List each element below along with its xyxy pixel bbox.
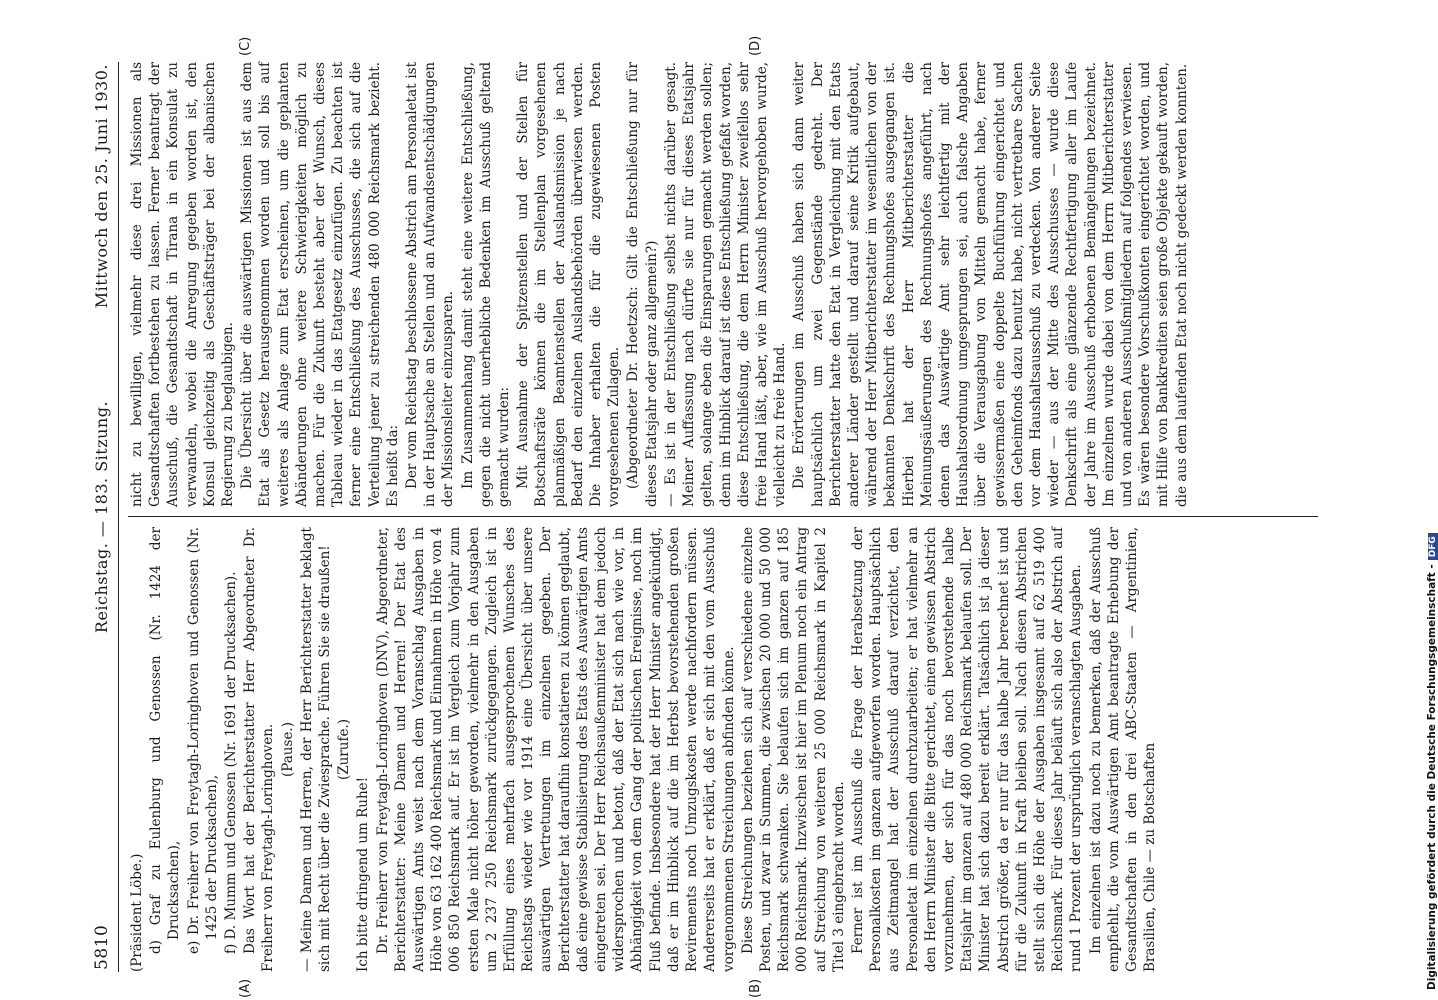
digitization-credit: Digitalisierung gefördert durch die Deutsche Forschungsgemeinschaft - <box>1426 564 1438 990</box>
paragraph: (Abgeordneter Dr. Hoetzsch: Gilt die Entschließung nur für dieses Etatsjahr oder ganz allgemein?) <box>625 62 660 507</box>
page-number: 5810 <box>92 924 112 970</box>
page-header <box>88 62 118 972</box>
dfg-logo: DFG <box>1428 533 1438 560</box>
paragraph: Ferner ist im Ausschuß die Frage der Herabsetzung der Personalkosten im ganzen aufgeworfen worden. Hauptsächlich aus Zeitmangel hat der Ausschuß darauf verzichtet, den Personaletat im einzelnen durchzuarbeiten; er hat vielmehr an den Herrn Minister die Bitte gerichtet, einen gewissen Abstrich vorzunehmen, der sich für das noch bevorstehende halbe Etatsjahr im ganzen auf 480 000 Reichsmark belaufen soll. Der Minister hat sich dazu bereit erklärt. Tatsächlich ist ja dieser Abstrich größer, da er nur für das halbe Jahr berechnet ist und für die Zukunft in Kraft bleiben soll. Nach diesen Abstrichen stellt sich die Höhe der Ausgaben insgesamt auf 62 519 400 Reichsmark. Für dieses Jahr beläuft sich also der Abstrich auf rund 1 Prozent der ursprünglich veranschlagten Ausgaben. <box>849 527 1085 972</box>
paragraph: e) Dr. Freiherr von Freytagh-Loringhoven und Genossen (Nr. 1425 der Drucksachen), <box>185 527 220 954</box>
newspaper-page <box>88 35 1328 998</box>
paragraph: (Zurufe.) <box>336 718 353 781</box>
margin-letter-a: (A) <box>238 978 253 998</box>
paragraph: Die Erörterungen im Ausschuß haben sich dann weiter hauptsächlich um zwei Gegenstände gedreht. Der Berichterstatter hatte den Etat in Vergleichung mit den Etats anderer Länder gestellt und darauf seine Kritik aufgebaut, während der Herr Mitberichterstatter im wesentlichen von der bekannten Denkschrift des Rechnungshofes ausgegangen ist. Hierbei hat der Herr Mitberichterstatter die Meinungsäußerungen des Rechnungshofes angeführt, nach denen das Auswärtige Amt sehr leichtfertig mit der Haushaltsordnung umgesprungen sei, auch falsche Angaben über die Verausgabung von Mitteln gemacht habe, ferner gewissermaßen eine doppelte Buchführung eingerichtet und den Geheimfonds dazu benutzt habe, nicht vertretbare Sachen vor dem Haushaltsausschuß zu verdecken. Von anderer Seite wieder — aus der Mitte des Ausschusses — wurde diese Denkschrift als eine glänzende Rechtfertigung aller im Laufe der Jahre im Ausschuß erhobenen Bemängelungen bezeichnet. Im einzelnen wurde dabei von dem Herrn Mitberichterstatter und von anderen Ausschußmitgliedern auf folgendes verwiesen. Es wären besondere Vorschußkonten eingerichtet worden, und mit Hilfe von Bankkrediten seien große Objekte gekauft worden, die aus dem laufenden Etat noch nicht gedeckt werden konnten. <box>791 62 1190 507</box>
paragraph: (Pause.) <box>279 722 296 777</box>
session-date: Mittwoch den 25. Juni 1930. <box>92 64 111 309</box>
paragraph: Das Wort hat der Berichterstatter Herr Abgeordneter Dr. Freiherr von Freytagh-Loringhoven. <box>242 527 277 972</box>
paragraph: — Es ist in der Entschließung selbst nichts darüber gesagt. Meiner Auffassung nach dürfte sie nur für dieses Etatsjahr gelten, solange eben die Einsparungen gemacht werden sollen; denn im Hinblick darauf ist diese Entschließung gefaßt worden, diese Entschließung, die dem Herrn Minister zweifellos sehr freie Hand läßt, aber, wie im Ausschuß hervorgehoben wurde, vielleicht zu freie Hand. <box>662 62 789 507</box>
paragraph: nicht zu bewilligen, vielmehr diese drei Missionen als Gesandtschaften fortbestehen zu lassen. Ferner beantragt der Ausschuß, die Gesandtschaft in Tirana in ein Konsulat zu verwandeln, wobei die Anregung gegeben worden ist, den Konsul gleichzeitig als Geschäftsträger bei der albanischen Regierung zu beglaubigen. <box>129 62 237 507</box>
paragraph: Der vom Reichstag beschlossene Abstrich am Personaletat ist in der Hauptsache an Stellen und an Aufwandsentschädigungen der Missionsleiter einzusparen. <box>404 62 457 507</box>
header-rule <box>118 62 119 972</box>
paragraph: Die Übersicht über die auswärtigen Missionen ist aus dem Etat als Gesetz herausgenommen worden und soll bis auf weiteres als Anlage zum Etat erscheinen, um die geplanten Abänderungen ohne weitere Schwierigkeiten möglich zu machen. Für die Zukunft besteht aber der Wunsch, dieses Tableau wieder in das Etatgesetz einzufügen. Zu beachten ist ferner eine Entschließung des Ausschusses, die sich auf die Verteilung jener zu streichenden 480 000 Reichsmark bezieht. Es heißt da: <box>239 62 401 507</box>
session-title: Reichstag. — 183. Sitzung. <box>92 400 111 634</box>
left-column <box>128 527 1318 972</box>
margin-letter-c: (C) <box>238 36 253 56</box>
paragraph: Ich bitte dringend um Ruhe! <box>355 776 372 972</box>
right-column <box>128 62 1318 507</box>
digitization-credit-strip <box>1410 10 1438 990</box>
paragraph: d) Graf zu Eulenburg und Genossen (Nr. 1424 der Drucksachen), <box>148 527 183 954</box>
paragraph: Diese Streichungen beziehen sich auf verschiedene einzelne Posten, und zwar in Summen, die zwischen 20 000 und 50 000 Reichsmark schwanken. Sie belaufen sich im ganzen auf 185 000 Reichsmark. Inzwischen ist hier im Plenum noch ein Antrag auf Streichung von weiteren 25 000 Reichsmark in Kapitel 2 Titel 3 eingebracht worden. <box>739 527 847 972</box>
paragraph: — Meine Damen und Herren, der Herr Berichterstatter beklagt sich mit Recht über die Zwiesprache. Führen Sie sie draußen! <box>298 527 334 972</box>
paragraph: Im Zusammenhang damit steht eine weitere Entschließung, gegen die nicht unerhebliche Bedenken im Ausschuß geltend gemacht wurden: <box>459 62 513 507</box>
paragraph: Im einzelnen ist dazu noch zu bemerken, daß der Ausschuß empfiehlt, die vom Auswärtigen Amt beantragte Erhebung der Gesandtschaften in den drei ABC-Staaten — Argentinien, Brasilien, Chile — zu Botschaften <box>1087 527 1159 972</box>
paragraph: Dr. Freiherr von Freytagh-Loringhoven (DNV), Abgeordneter, Berichterstatter: Meine Damen und Herren! Der Etat des Auswärtigen Amts weist nach dem Voranschlag Ausgaben in Höhe von 63 162 400 Reichsmark und Einnahmen in Höhe von 4 006 850 Reichsmark auf. Er ist im Vergleich zum Vorjahr zum ersten Male nicht höher geworden, vielmehr in den Ausgaben um 2 237 250 Reichsmark zurückgegangen. Zugleich ist in Erfüllung eines mehrfach ausgesprochenen Wunsches des Reichstags wieder wie vor 1914 eine Übersicht über unsere auswärtigen Vertretungen im einzelnen gegeben. Der Berichterstatter hat daraufhin konstatieren zu können geglaubt, daß eine gewisse Stabilisierung des Etats des Auswärtigen Amts eingetreten sei. Der Herr Reichsaußenminister hat dem jedoch widersprochen und betont, daß der Etat sich nach wie vor, in Abhängigkeit von dem Gang der politischen Ereignisse, noch im Fluß befinde. Insbesondere hat der Herr Minister angekündigt, daß er im Hinblick auf die im Herbst bevorstehenden großen Revirements noch Umzugskosten werde nachfordern müssen. Andererseits hat er erklärt, daß er sich mit den vom Ausschuß vorgenommenen Streichungen abfinden könne. <box>374 527 737 972</box>
paragraph: (Präsident Löbe.) <box>129 853 145 972</box>
paragraph: f) D. Mumm und Genossen (Nr. 1691 der Drucksachen). <box>223 571 240 954</box>
column-separator <box>128 516 1318 517</box>
margin-letter-d: (D) <box>748 35 763 56</box>
paragraph: Mit Ausnahme der Spitzenstellen und der Stellen für Botschaftsräte können die im Stellenplan vorgesehenen planmäßigen Beamtenstellen der Auslandsmission je nach Bedarf den einzelnen Auslandsbehörden überwiesen werden. Die Inhaber erhalten die für die zugewiesenen Posten vorgesehenen Zulagen. <box>515 62 623 507</box>
margin-letter-b: (B) <box>748 978 763 998</box>
